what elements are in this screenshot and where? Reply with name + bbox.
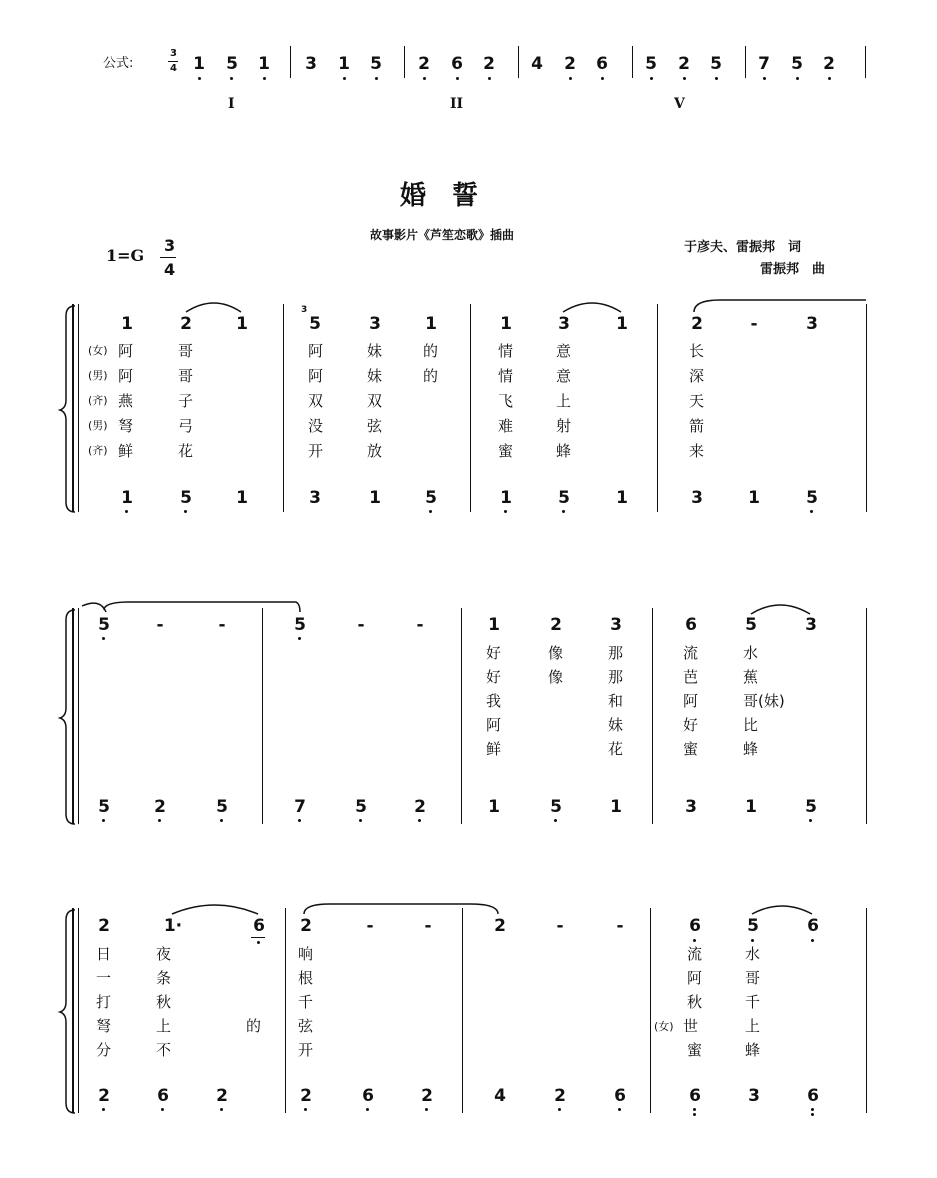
formula-label: 公式: <box>103 56 134 71</box>
lyric: 子 <box>178 392 194 410</box>
bass-note: 1 <box>610 797 622 817</box>
formula-note: 5 <box>710 54 722 74</box>
slur <box>186 303 241 312</box>
melody-note: 3 <box>558 314 570 334</box>
lyric: 像 <box>548 668 564 686</box>
melody-note: - <box>366 916 374 936</box>
formula-note: 1 <box>338 54 350 74</box>
lyric: 深 <box>689 367 705 385</box>
lyric: 阿 <box>308 342 324 360</box>
lyric: 弓 <box>178 417 194 435</box>
lyric: 来 <box>689 442 705 460</box>
melody-note: 1 <box>121 314 133 334</box>
lyric: 不 <box>156 1041 172 1059</box>
lyric: 阿 <box>687 969 703 987</box>
time-sig-num: 3 <box>164 236 176 255</box>
brace <box>60 610 75 824</box>
bass-note: 1 <box>488 797 500 817</box>
bass-note: 5 <box>180 488 192 508</box>
melody-note: 1 <box>616 314 628 334</box>
melody-note: 1 <box>425 314 437 334</box>
lyric: 开 <box>298 1041 314 1059</box>
melody-note: 1· <box>163 916 183 936</box>
lyric: 夜 <box>156 945 172 963</box>
lyric: 花 <box>608 740 624 758</box>
lyric: 阿 <box>118 342 134 360</box>
formula-note: 7 <box>758 54 770 74</box>
lyric: 千 <box>745 993 761 1011</box>
formula-note: 3 <box>305 54 317 74</box>
formula-note: 5 <box>370 54 382 74</box>
lyric: 流 <box>683 644 699 662</box>
lyric: 蜜 <box>687 1041 703 1059</box>
lyric: 流 <box>687 945 703 963</box>
melody-note: - <box>424 916 432 936</box>
lyric: 蜂 <box>745 1041 761 1059</box>
bass-note: 4 <box>494 1086 506 1106</box>
lyric: 长 <box>689 342 705 360</box>
bass-note: 1 <box>616 488 628 508</box>
melody-note: 5 <box>747 916 759 936</box>
formula-note: 2 <box>564 54 576 74</box>
lyric: 哥 <box>178 367 194 385</box>
melody-note: 5 <box>309 314 321 334</box>
bass-note: 6 <box>362 1086 374 1106</box>
melody-note: 2 <box>98 916 110 936</box>
lyric: 蜂 <box>556 442 572 460</box>
lyric: 妹 <box>367 342 383 360</box>
melody-note: 6 <box>807 916 819 936</box>
melody-note: 1 <box>500 314 512 334</box>
melody-note: 2 <box>550 615 562 635</box>
melody-note: 5 <box>745 615 757 635</box>
lyric: 分 <box>96 1041 112 1059</box>
voice-label: (女) <box>88 344 108 357</box>
lyric: 情 <box>498 342 514 360</box>
formula-note: 2 <box>483 54 495 74</box>
lyric: 燕 <box>118 392 134 410</box>
lyric: 鲜 <box>118 442 134 460</box>
lyric: 鲜 <box>486 740 502 758</box>
melody-note: 3 <box>806 314 818 334</box>
lyric: 条 <box>156 969 172 987</box>
lyric: 天 <box>689 392 705 410</box>
melody-note: - <box>616 916 624 936</box>
melody-note: - <box>556 916 564 936</box>
melody-note: - <box>416 615 424 635</box>
lyric: 我 <box>486 692 502 710</box>
brace <box>60 306 75 512</box>
lyric: 花 <box>178 442 194 460</box>
lyric: 像 <box>548 644 564 662</box>
lyric: 飞 <box>498 392 514 410</box>
formula-note: 2 <box>823 54 835 74</box>
lyric: 开 <box>308 442 324 460</box>
key-signature: 1=G <box>106 246 145 265</box>
bass-note: 5 <box>805 797 817 817</box>
chord-label: II <box>450 96 464 112</box>
melody-note: 2 <box>300 916 312 936</box>
bass-note: 1 <box>745 797 757 817</box>
lyric: 上 <box>156 1017 172 1035</box>
slur <box>752 906 812 914</box>
voice-label: (女) <box>654 1020 674 1033</box>
bass-note: 5 <box>558 488 570 508</box>
tie <box>104 602 300 612</box>
bass-note: 5 <box>425 488 437 508</box>
tie <box>82 603 106 612</box>
lyric: 秋 <box>156 993 172 1011</box>
bass-note: 5 <box>216 797 228 817</box>
lyric: 阿 <box>486 716 502 734</box>
brace <box>60 910 75 1113</box>
lyric: 和 <box>608 692 624 710</box>
formula-note: 6 <box>451 54 463 74</box>
lyric: 妹 <box>367 367 383 385</box>
lyric: 蜂 <box>743 740 759 758</box>
lyric: 射 <box>556 417 572 435</box>
lyric: 那 <box>608 668 624 686</box>
voice-label: (男) <box>88 369 108 382</box>
formula-note: 5 <box>226 54 238 74</box>
melody-note: 6 <box>689 916 701 936</box>
melody-note: 5 <box>294 615 306 635</box>
formula-note: 4 <box>531 54 543 74</box>
melody-note: 3 <box>610 615 622 635</box>
lyric: 的 <box>246 1017 262 1035</box>
melody-note: 1 <box>236 314 248 334</box>
lyric: 的 <box>423 367 439 385</box>
bass-note: 3 <box>685 797 697 817</box>
formula-note: 2 <box>418 54 430 74</box>
melody-note: 5 <box>98 615 110 635</box>
time-sig-den: 4 <box>164 260 176 279</box>
bass-note: 7 <box>294 797 306 817</box>
lyric: 情 <box>498 367 514 385</box>
slur <box>172 905 258 914</box>
lyric: 蕉 <box>743 668 759 686</box>
formula-note: 5 <box>645 54 657 74</box>
formula-note: 1 <box>193 54 205 74</box>
bass-note: 3 <box>691 488 703 508</box>
voice-label: (男) <box>88 419 108 432</box>
bass-note: 1 <box>369 488 381 508</box>
lyric: 秋 <box>687 993 703 1011</box>
lyric: 阿 <box>118 367 134 385</box>
slur <box>751 605 810 614</box>
formula-note: 5 <box>791 54 803 74</box>
lyric: 一 <box>96 969 112 987</box>
melody-note: 2 <box>494 916 506 936</box>
lyric: 上 <box>556 392 572 410</box>
voice-label: (齐) <box>88 444 108 457</box>
formula-note: 2 <box>678 54 690 74</box>
formula-note: 6 <box>596 54 608 74</box>
lyric: 好 <box>486 668 502 686</box>
melody-note: 2 <box>691 314 703 334</box>
lyric: 那 <box>608 644 624 662</box>
lyric: 日 <box>96 945 112 963</box>
lyric: 千 <box>298 993 314 1011</box>
lyric: 响 <box>298 945 314 963</box>
melody-note: 3 <box>805 615 817 635</box>
bass-note: 5 <box>98 797 110 817</box>
lyric: 水 <box>743 644 759 662</box>
bass-note: 1 <box>500 488 512 508</box>
lyric: 妹 <box>608 716 624 734</box>
lyric: 蜜 <box>683 740 699 758</box>
lyric: 好 <box>683 716 699 734</box>
melody-note: 3 <box>369 314 381 334</box>
lyric: 上 <box>745 1017 761 1035</box>
lyric: 哥(妹) <box>743 692 785 710</box>
melody-note: 2 <box>180 314 192 334</box>
lyric: 双 <box>308 392 324 410</box>
lyric: 难 <box>498 417 514 435</box>
lyric: 没 <box>308 417 324 435</box>
composer-credit: 雷振邦 曲 <box>760 262 826 277</box>
melody-note: 1 <box>488 615 500 635</box>
melody-note: 6 <box>253 916 265 936</box>
chord-label: I <box>228 96 235 112</box>
formula-time-den: 4 <box>170 63 177 74</box>
lyric: 的 <box>423 342 439 360</box>
bass-note: 2 <box>421 1086 433 1106</box>
melody-note: - <box>218 615 226 635</box>
bass-note: 1 <box>121 488 133 508</box>
lyric: 意 <box>556 342 572 360</box>
lyric: 箭 <box>689 417 705 435</box>
tie <box>304 904 498 914</box>
lyric: 比 <box>743 716 759 734</box>
lyric: 放 <box>367 442 383 460</box>
lyric: 芭 <box>683 668 699 686</box>
song-title: 婚 誓 <box>400 181 479 211</box>
lyric: 弦 <box>367 417 383 435</box>
bass-note: 2 <box>216 1086 228 1106</box>
lyric: 好 <box>486 644 502 662</box>
bass-note: 5 <box>355 797 367 817</box>
formula-time-num: 3 <box>170 48 177 59</box>
bass-note: 6 <box>689 1086 701 1106</box>
lyric: 哥 <box>745 969 761 987</box>
melody-note: - <box>357 615 365 635</box>
bass-note: 2 <box>300 1086 312 1106</box>
bass-note: 2 <box>98 1086 110 1106</box>
lyric: 根 <box>298 969 314 987</box>
song-subtitle: 故事影片《芦笙恋歌》插曲 <box>370 228 515 242</box>
bass-note: 2 <box>154 797 166 817</box>
bass-note: 6 <box>157 1086 169 1106</box>
bass-note: 2 <box>414 797 426 817</box>
bass-note: 3 <box>748 1086 760 1106</box>
lyric: 弦 <box>298 1017 314 1035</box>
bass-note: 6 <box>807 1086 819 1106</box>
lyric: 世 <box>683 1017 699 1035</box>
bass-note: 5 <box>550 797 562 817</box>
lyric: 弩 <box>96 1017 112 1035</box>
lyric: 阿 <box>308 367 324 385</box>
bass-note: 6 <box>614 1086 626 1106</box>
lyric: 阿 <box>683 692 699 710</box>
lyric: 弩 <box>118 417 134 435</box>
melody-note: 6 <box>685 615 697 635</box>
lyric: 水 <box>745 945 761 963</box>
bass-note: 5 <box>806 488 818 508</box>
lyric: 意 <box>556 367 572 385</box>
bass-note: 2 <box>554 1086 566 1106</box>
voice-label: (齐) <box>88 394 108 407</box>
bass-note: 1 <box>748 488 760 508</box>
slur <box>563 303 621 312</box>
formula-note: 1 <box>258 54 270 74</box>
melody-note: - <box>750 314 758 334</box>
lyric: 双 <box>367 392 383 410</box>
lyric: 哥 <box>178 342 194 360</box>
bass-note: 1 <box>236 488 248 508</box>
lyricist-credit: 于彦夫、雷振邦 词 <box>684 240 802 255</box>
chord-label: V <box>674 96 685 112</box>
bass-note: 3 <box>309 488 321 508</box>
lyric: 蜜 <box>498 442 514 460</box>
melody-note: - <box>156 615 164 635</box>
tie <box>694 300 866 312</box>
lyric: 打 <box>96 993 112 1011</box>
grace-note: 3 <box>301 305 308 315</box>
